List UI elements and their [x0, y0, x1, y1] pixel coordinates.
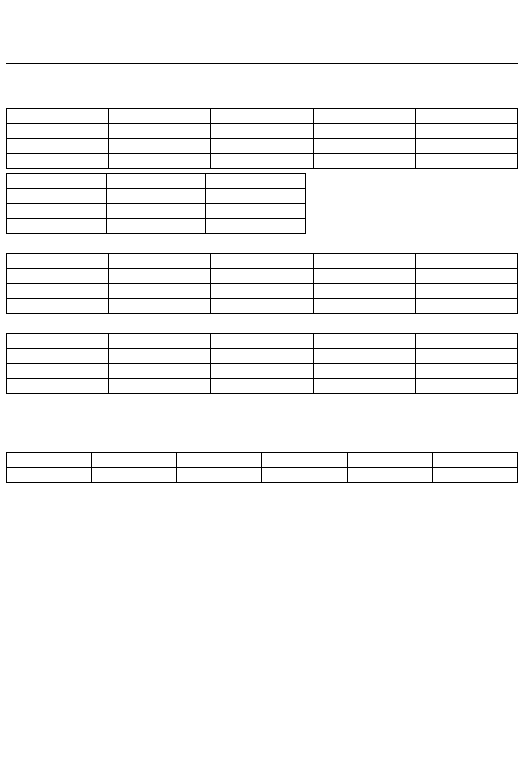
- table-cell: [211, 284, 313, 299]
- table-header-cell: [415, 109, 517, 124]
- table-cell: [262, 468, 347, 483]
- table-cell: [109, 379, 211, 394]
- header-label: [262, 37, 346, 48]
- table-row-label: [7, 204, 107, 219]
- table-cell: [109, 364, 211, 379]
- table-cell: [415, 139, 517, 154]
- results-table: [6, 108, 518, 169]
- table-header-row: [7, 453, 518, 468]
- table-header-cell: [109, 334, 211, 349]
- forecast-paragraph: [6, 411, 518, 437]
- table-cell: [92, 468, 177, 483]
- table-header-cell: [313, 254, 415, 269]
- table-cell: [106, 219, 206, 234]
- table-cell: [313, 379, 415, 394]
- cash-flow-table: [6, 333, 518, 394]
- header-row: [262, 37, 518, 48]
- table-row-label: [7, 139, 109, 154]
- header-label: [6, 37, 90, 48]
- table-row-label: [7, 154, 109, 169]
- table-cell: [109, 284, 211, 299]
- header-label: [262, 26, 346, 37]
- table-cell: [415, 269, 517, 284]
- table-cell: [211, 379, 313, 394]
- table-row-label: [7, 299, 109, 314]
- header-label: [262, 15, 346, 26]
- table-row: [7, 269, 518, 284]
- table-cell: [211, 139, 313, 154]
- other-item: [6, 524, 518, 536]
- table-header-cell: [262, 453, 347, 468]
- header-divider: [6, 60, 518, 64]
- table-row: [7, 124, 518, 139]
- section-3-subheading: [6, 318, 518, 331]
- table-row-label: [7, 379, 109, 394]
- table-cell: [109, 139, 211, 154]
- header-right: [262, 4, 518, 60]
- table-row: [7, 379, 518, 394]
- section-2-subheading: [6, 238, 518, 251]
- table-header-row: [7, 334, 518, 349]
- table-cell: [313, 284, 415, 299]
- table-cell: [347, 468, 432, 483]
- header-row: [6, 37, 262, 48]
- forecast-heading: [6, 398, 518, 411]
- table-row: [7, 468, 518, 483]
- table-header-cell: [211, 109, 313, 124]
- table-cell: [211, 299, 313, 314]
- table-cell: [313, 269, 415, 284]
- table-cell: [313, 364, 415, 379]
- table-header-cell: [106, 174, 206, 189]
- header-row: [262, 15, 518, 26]
- table-header-cell: [109, 254, 211, 269]
- table-cell: [106, 189, 206, 204]
- table-header-cell: [7, 334, 109, 349]
- header-row: [262, 4, 518, 15]
- table-cell: [109, 299, 211, 314]
- table-header-row: [7, 109, 518, 124]
- table-cell: [313, 154, 415, 169]
- table-row: [7, 204, 306, 219]
- table-row: [7, 219, 306, 234]
- table-header-cell: [347, 453, 432, 468]
- table-cell: [313, 139, 415, 154]
- table-header-cell: [211, 334, 313, 349]
- header-row: [6, 15, 262, 26]
- table-cell: [415, 364, 517, 379]
- header-row: [6, 4, 262, 15]
- table-cell: [415, 299, 517, 314]
- header-left: [6, 4, 262, 60]
- table-cell: [211, 154, 313, 169]
- table-row-label: [7, 124, 109, 139]
- forecast-note: [6, 439, 516, 450]
- table-cell: [415, 154, 517, 169]
- table-cell: [415, 349, 517, 364]
- other-item: [6, 536, 518, 548]
- table-cell: [313, 349, 415, 364]
- table-header-cell: [206, 174, 306, 189]
- table-cell: [106, 204, 206, 219]
- table-cell: [206, 189, 306, 204]
- table-cell: [109, 269, 211, 284]
- table-header-cell: [92, 453, 177, 468]
- table-cell: [313, 124, 415, 139]
- table-cell: [415, 284, 517, 299]
- table-header-cell: [7, 254, 109, 269]
- table-cell: [432, 468, 517, 483]
- header-label: [262, 4, 346, 15]
- table-row-label: [7, 189, 107, 204]
- table-header-cell: [7, 453, 92, 468]
- table-cell: [415, 379, 517, 394]
- table-cell: [415, 124, 517, 139]
- header-row: [6, 26, 262, 37]
- table-row-label: [7, 364, 109, 379]
- table-header-row: [7, 174, 306, 189]
- table-cell: [109, 349, 211, 364]
- header-row: [262, 26, 518, 37]
- forecast-table: [6, 452, 518, 483]
- table-row: [7, 299, 518, 314]
- table-row: [7, 139, 518, 154]
- other-item: [6, 500, 518, 512]
- table-row-label: [7, 468, 92, 483]
- table-header-cell: [109, 109, 211, 124]
- table-cell: [211, 269, 313, 284]
- table-header-cell: [313, 334, 415, 349]
- per-share-table: [6, 173, 306, 234]
- section-1-heading: [6, 80, 518, 93]
- table-header-cell: [7, 174, 107, 189]
- table-cell: [109, 154, 211, 169]
- table-header-cell: [432, 453, 517, 468]
- table-row-label: [7, 349, 109, 364]
- table-cell: [177, 468, 262, 483]
- table-row: [7, 154, 518, 169]
- table-cell: [206, 204, 306, 219]
- section-1-subheading: [6, 93, 518, 106]
- company-header: [6, 4, 518, 60]
- table-cell: [211, 364, 313, 379]
- table-cell: [211, 349, 313, 364]
- other-item: [6, 512, 518, 524]
- table-header-cell: [7, 109, 109, 124]
- table-row: [7, 284, 518, 299]
- table-row: [7, 364, 518, 379]
- table-cell: [313, 299, 415, 314]
- other-heading: [6, 487, 518, 500]
- table-header-cell: [211, 254, 313, 269]
- table-row-label: [7, 284, 109, 299]
- table-row-label: [7, 219, 107, 234]
- unit-note: [6, 66, 516, 77]
- table-header-cell: [177, 453, 262, 468]
- table-row: [7, 189, 306, 204]
- header-label: [6, 15, 90, 26]
- table-header-cell: [313, 109, 415, 124]
- table-cell: [206, 219, 306, 234]
- table-header-cell: [415, 254, 517, 269]
- table-row: [7, 349, 518, 364]
- table-cell: [211, 124, 313, 139]
- financial-position-table: [6, 253, 518, 314]
- header-label: [6, 4, 90, 15]
- table-row-label: [7, 269, 109, 284]
- table-header-row: [7, 254, 518, 269]
- table-header-cell: [415, 334, 517, 349]
- header-label: [6, 26, 90, 37]
- table-cell: [109, 124, 211, 139]
